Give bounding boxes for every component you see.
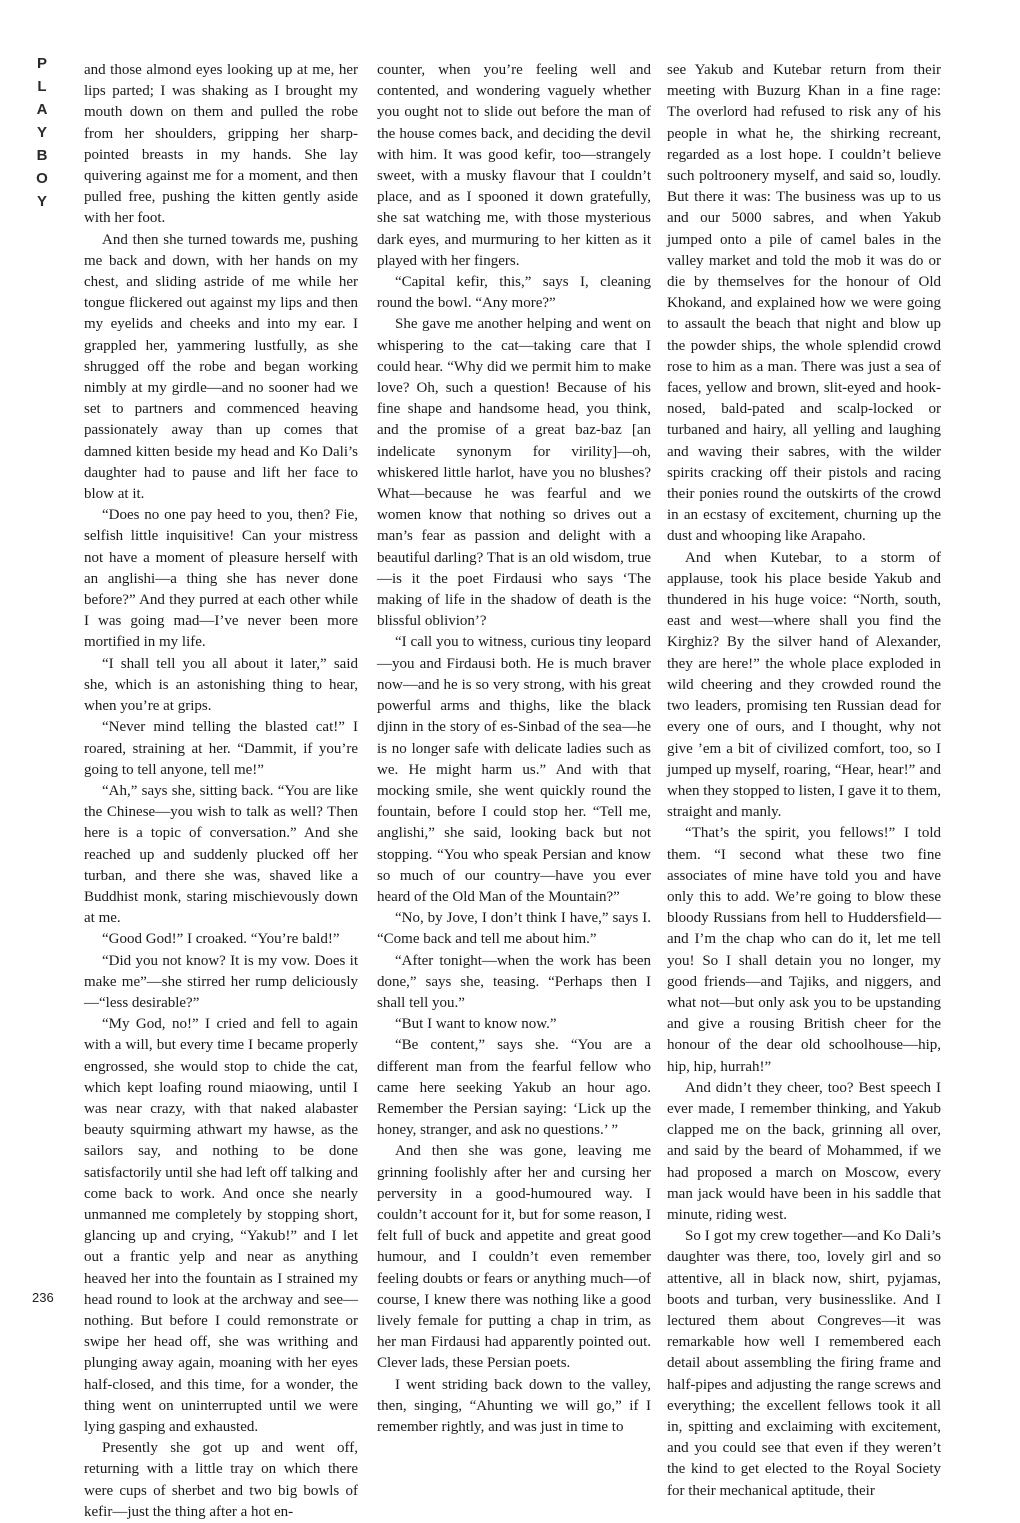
paragraph: “My God, no!” I cried and fell to again with a will, but every time I became properly engrossed, she would stop to chide the cat, which kept loafing round miaowing, until I was near crazy, with that naked alabaster beauty squirming athwart my hawse, as the sailors say, and nothing to be done satisfactorily until she had left off talking and come back to work. And once she nearly unmanned me completely by stopping short, glancing up and crying, “Yakub!” and I let out a frantic yelp and near as anything heaved her into the fountain as I strained my head round to look at the archway and see—nothing. But before I could remonstrate or swipe her head off, she was writhing and plunging away again, moaning with her eyes half-closed, and this time, for a wonder, the thing went on uninterrupted until we were lying gasping and exhausted. <box>84 1016 358 1435</box>
masthead-letter: O <box>36 170 48 187</box>
paragraph: “Does no one pay heed to you, then? Fie, selfish little inquisitive! Can your mistress not have a moment of pleasure herself with an anglishi—a thing she has never done before?” And they purred at each other while I was going mad—I’ve never been more mortified in my life. <box>84 507 358 651</box>
paragraph: “Never mind telling the blasted cat!” I roared, straining at her. “Dammit, if you’re going to tell anyone, tell me!” <box>84 719 358 778</box>
masthead-letter: Y <box>36 193 47 210</box>
text-column-1 <box>84 60 358 1520</box>
paragraph: “No, by Jove, I don’t think I have,” says I. “Come back and tell me about him.” <box>377 910 651 948</box>
paragraph: And then she was gone, leaving me grinning foolishly after her and cursing her perversity in a good-humoured way. I couldn’t account for it, but for some reason, I felt full of buck and appetite and great good humour, and I couldn’t even remember feeling doubts or fears or anything much—of course, I knew there was nothing like a good lively female for putting a chap in trim, as her man Firdausi had apparently pointed out. Clever lads, these Persian poets. <box>377 1143 651 1372</box>
masthead-letter: L <box>37 78 47 95</box>
paragraph: “I call you to witness, curious tiny leopard—you and Firdausi both. He is much braver now—and he is so very strong, with his great powerful arms and thighs, like the black djinn in the story of es-Sinbad of the sea—he is no longer safe with delicate ladies such as we. He might harm us.” And with that mocking smile, she went quickly round the fountain, before I could stop her. “Tell me, anglishi,” she said, looking back but not stopping. “You who speak Persian and know so much of our country—have you ever heard of the Old Man of the Mountain?” <box>377 634 651 905</box>
paragraph: see Yakub and Kutebar return from their meeting with Buzurg Khan in a fine rage: The overlord had refused to risk any of his people in what he, the shirking recreant, regarded as a lost hope. I couldn’t believe such poltroonery myself, and said so, loudly. But there it was: The business was up to us and our 5000 sabres, and when Yakub jumped onto a pile of camel bales in the valley market and told the mob it was do or die by themselves for the honour of Old Khokand, and explained how we were going to assault the beach that night and blow up the powder ships, the whole splendid crowd rose to him as a man. There was just a sea of faces, yellow and brown, slit-eyed and hook-nosed, bald-pated and scalp-locked or turbaned and hairy, all yelling and laughing and waving their sabres, with the wilder spirits cracking off their pistols and racing their ponies round the outskirts of the crowd in an ecstasy of excitement, churning up the dust and whooping like Arapaho. <box>667 62 941 545</box>
paragraph: “That’s the spirit, you fellows!” I told them. “I second what these two fine associates of mine have told you and have only this to add. We’re going to blow these bloody Russians from hell to Huddersfield—and I’m the chap who can do it, let me tell you! So I shall detain you no longer, my good friends—and Tajiks, and niggers, and what not—but only ask you to be upstanding and give a rousing British cheer for the honour of the dear old schoolhouse—hip, hip, hip, hurrah!” <box>667 825 941 1075</box>
masthead-letter: P <box>36 55 47 72</box>
paragraph: “Be content,” says she. “You are a different man from the fearful fellow who came here seeking Yakub an hour ago. Remember the Persian saying: ‘Lick up the honey, stranger, and ask no questions.’ ” <box>377 1037 651 1139</box>
masthead-letter: Y <box>36 124 47 141</box>
masthead-letter: B <box>36 147 48 164</box>
paragraph: And didn’t they cheer, too? Best speech I ever made, I remember thinking, and Yakub clapped me on the back, grinning all over, and said by the beard of Mohammed, if we had proposed a march on Moscow, every man jack would have been in his saddle that minute, riding west. <box>667 1079 941 1223</box>
paragraph: “Capital kefir, this,” says I, cleaning round the bowl. “Any more?” <box>377 274 651 312</box>
magazine-masthead <box>30 52 54 213</box>
paragraph: And then she turned towards me, pushing me back and down, with her hands on my chest, and sliding astride of me while her tongue flickered out against my lips and then my eyelids and cheeks and into my ear. I grappled her, yammering lustfully, as she shrugged off the robe and began working nimbly at my girdle—and no sooner had we set to partners and commenced heaving passionately away than up comes that damned kitten beside my head and Ko Dali’s daughter had to pause and lift her face to blow at it. <box>84 231 358 503</box>
paragraph: “Good God!” I croaked. “You’re bald!” <box>102 931 340 948</box>
text-column-2 <box>377 60 651 1435</box>
paragraph: “Did you not know? It is my vow. Does it make me”—she stirred her rump deliciously—“less desirable?” <box>84 952 358 1011</box>
paragraph: So I got my crew together—and Ko Dali’s daughter was there, too, lovely girl and so attentive, all in black now, shirt, pyjamas, boots and turban, very businesslike. And I lectured them about Congreves—it was remarkable how well I remembered each detail about assembling the firing frame and half-pipes and adjusting the range screws and everything; the excellent fellows took it all in, spitting and exclaiming with excitement, and you could see that even if they weren’t the kind to get elected to the Royal Society for their mechanical aptitude, their <box>667 1228 941 1499</box>
paragraph: Presently she got up and went off, returning with a little tray on which there were cups of sherbet and two big bowls of kefir—just the thing after a hot en- <box>84 1440 358 1520</box>
masthead-letter: A <box>36 101 48 118</box>
text-column-3 <box>667 60 941 1499</box>
paragraph: “Ah,” says she, sitting back. “You are like the Chinese—you wish to talk as well? Then here is a topic of conversation.” And she reached up and suddenly plucked off her turban, and there she was, shaved like a Buddhist monk, staring mischievously down at me. <box>84 782 358 927</box>
paragraph: “I shall tell you all about it later,” said she, which is an astonishing thing to hear, when you’re at grips. <box>84 655 358 715</box>
paragraph: I went striding back down to the valley, then, singing, “Ahunting we will go,” if I remember rightly, and was just in time to <box>377 1376 651 1435</box>
paragraph: “After tonight—when the work has been done,” says she, teasing. “Perhaps then I shall tell you.” <box>377 952 651 1011</box>
paragraph: counter, when you’re feeling well and contented, and wondering vaguely whether you ought not to slide out before the man of the house comes back, and deciding the devil with him. It was good kefir, too—strangely sweet, with a musky flavour that I couldn’t place, and as I spooned it down gratefully, she sat watching me, with those mysterious dark eyes, and murmuring to her kitten as it played with her fingers. <box>377 62 651 269</box>
paragraph: “But I want to know now.” <box>395 1016 557 1033</box>
paragraph: She gave me another helping and went on whispering to the cat—taking care that I could hear. “Why did we permit him to make love? Oh, such a question! Because of his fine shape and handsome head, you think, and the promise of a great baz-baz [an indelicate synonym for virility]—oh, whiskered little harlot, have you no blushes? What—because he was fearful and we women know that nothing so drives out a man’s fear as passion and delight with a beautiful darling? That is an old wisdom, true—is it the poet Firdausi who says ‘The making of life in the shadow of death is the blissful oblivion’? <box>377 316 651 630</box>
paragraph: and those almond eyes looking up at me, her lips parted; I was shaking as I brought my mouth down on them and pulled the robe from her shoulders, gripping her sharp-pointed breasts in my hands. She lay quivering against me for a moment, and then pulled free, pushing the kitten gently aside with her foot. <box>84 62 358 227</box>
page-number: 236 <box>32 1290 54 1305</box>
paragraph: And when Kutebar, to a storm of applause, took his place beside Yakub and thundered in his huge voice: “North, south, east and west—where shall you find the Kirghiz? By the silver hand of Alexander, they are here!” the whole place exploded in wild cheering and they crowded round the two leaders, promising ten Russian dead for every one of ours, and I thought, why not give ’em a bit of civilized comfort, too, so I jumped up myself, roaring, “Hear, hear!” and when they stopped to listen, I gave it to them, straight and manly. <box>667 549 941 821</box>
